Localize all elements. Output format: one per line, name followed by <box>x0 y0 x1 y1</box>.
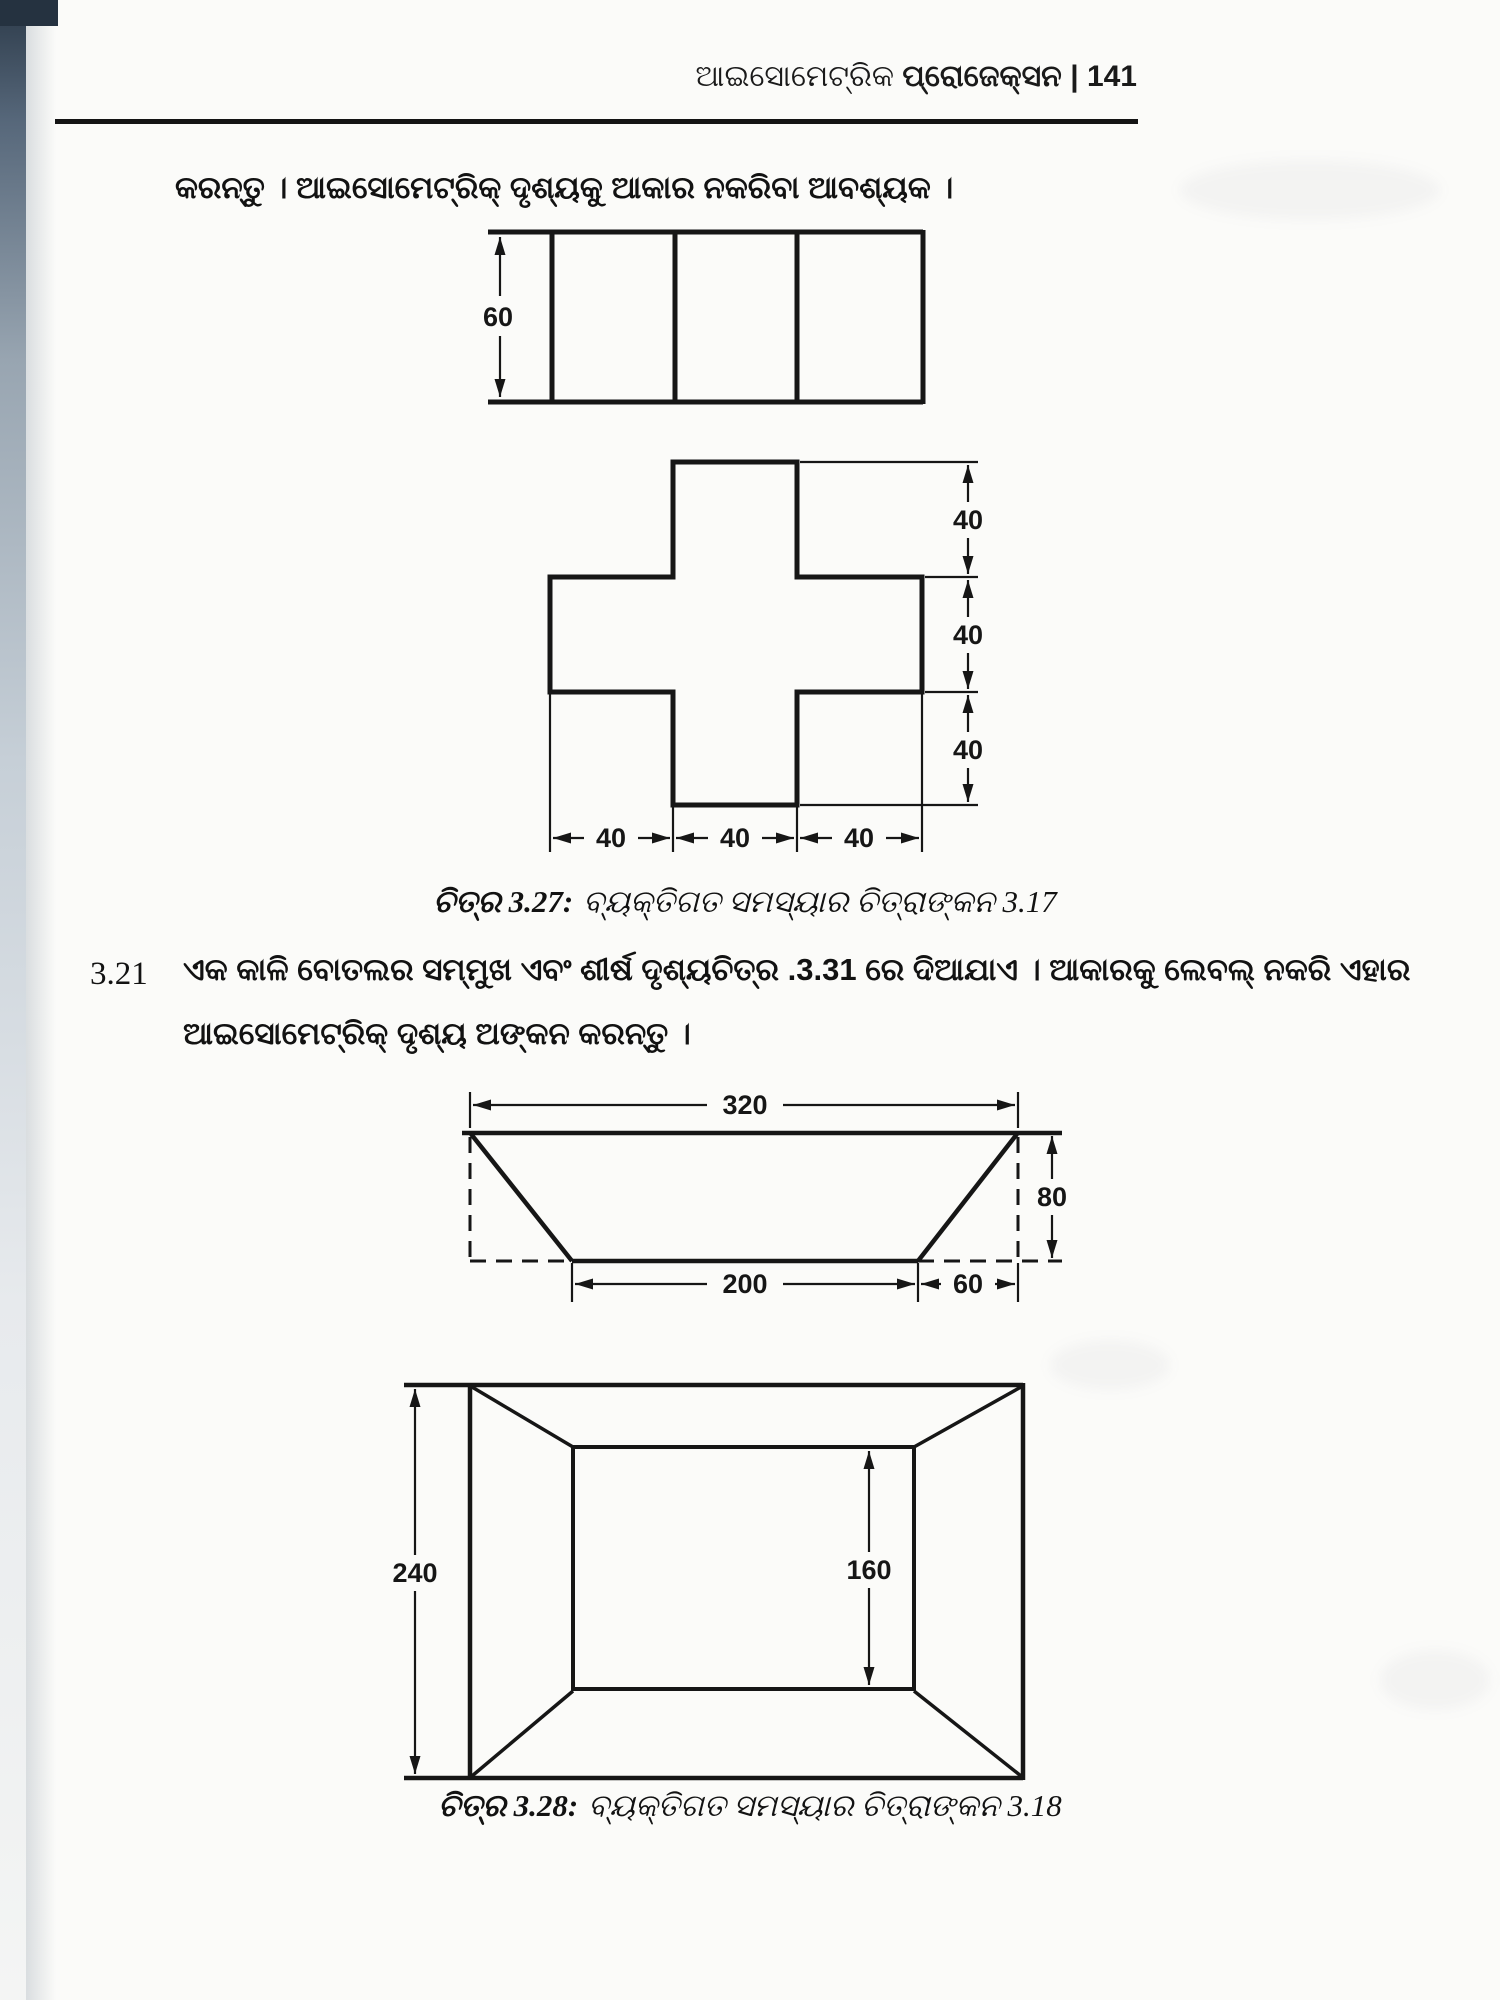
dim-label-40: 40 <box>952 505 984 535</box>
dim-label-320: 320 <box>722 1090 768 1120</box>
figure-327-front-view <box>476 230 923 404</box>
dim-label-60: 60 <box>952 1269 984 1299</box>
dim-label-160: 160 <box>846 1555 892 1585</box>
header-divider: | <box>1070 60 1079 93</box>
problem-text-line1: ଏକ କାଳି ବୋତଲର ସମ୍ମୁଖ ଏବଂ ଶୀର୍ଷ ଦୃଶ୍ୟଚିତ୍ର .3.31 ରେ ଦିଆଯାଏ । ଆକାରକୁ ଲେବଲ୍ ନକରି ଏହାର <box>183 952 1411 987</box>
front-view-height-dimension <box>476 237 522 397</box>
figure-328-top-view <box>384 1383 1023 1780</box>
figure-328-front-view <box>462 1089 1075 1302</box>
figure-327-caption <box>370 884 1120 921</box>
dim-label-40: 40 <box>595 823 627 853</box>
cross-bottom-dimensions <box>553 822 919 854</box>
cross-right-dimensions <box>945 465 991 802</box>
dim-label-200: 200 <box>722 1269 768 1299</box>
figure-328-caption <box>375 1788 1125 1825</box>
page-number: 141 <box>1086 60 1137 93</box>
dim-label-40: 40 <box>952 620 984 650</box>
figure-328-caption-label: ଚିତ୍ର 3.28: <box>438 1788 579 1823</box>
problem-number: 3.21 <box>90 956 148 992</box>
header-chapter-title-bold: ପ୍ରୋଜେକ୍ସନ <box>902 60 1062 93</box>
dim-label-40: 40 <box>843 823 875 853</box>
trapezoid-top-dimension <box>473 1089 1015 1121</box>
dim-label-40: 40 <box>719 823 751 853</box>
intro-text-line: କରନ୍ତୁ । ଆଇସୋମେଟ୍ରିକ୍ ଦୃଶ୍ୟକୁ ଆକାର ନକରିବା ଆବଶ୍ୟକ । <box>175 170 954 205</box>
figure-328-caption-text: ବ୍ୟକ୍ତିଗତ ସମସ୍ୟାର ଚିତ୍ରାଙ୍କନ 3.18 <box>588 1788 1062 1823</box>
problem-text-line2: ଆଇସୋମେଟ୍ରିକ୍ ଦୃଶ୍ୟ ଅଙ୍କନ କରନ୍ତୁ । <box>183 1016 691 1051</box>
frame-inner-height-dimension <box>840 1451 898 1685</box>
dim-label-80: 80 <box>1036 1182 1068 1212</box>
dim-label-240: 240 <box>392 1558 438 1588</box>
trapezoid-height-dimension <box>1029 1136 1075 1258</box>
figure-327-top-view <box>550 462 991 854</box>
frame-outer-height-dimension <box>384 1389 446 1774</box>
figure-327-caption-label: ଚିତ୍ର 3.27: <box>433 884 574 919</box>
dim-label-height-60: 60 <box>482 302 514 332</box>
header-chapter-title: ଆଇସୋମେଟ୍ରିକ <box>695 60 895 93</box>
figure-327-caption-text: ବ୍ୟକ୍ତିଗତ ସମସ୍ୟାର ଚିତ୍ରାଙ୍କନ 3.17 <box>583 884 1057 919</box>
dim-label-40: 40 <box>952 735 984 765</box>
trapezoid-bottom-dimensions <box>575 1268 1015 1300</box>
